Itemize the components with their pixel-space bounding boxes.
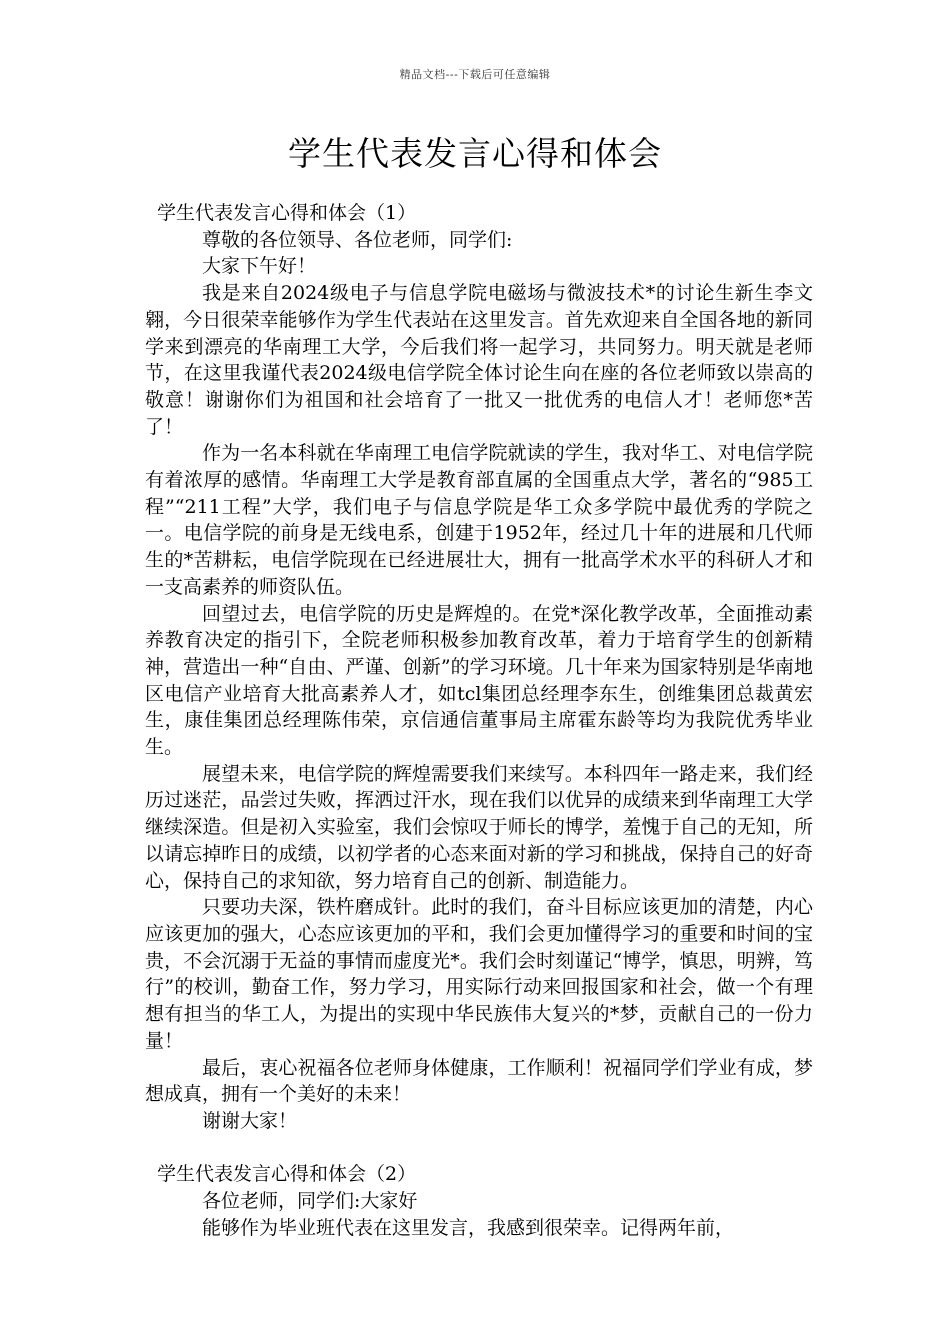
body-paragraph: 只要功夫深，铁杵磨成针。此时的我们，奋斗目标应该更加的清楚，内心应该更加的强大，心态应该更加的平和，我们会更加懂得学习的重要和时间的宝贵，不会沉溺于无益的事情而虚度光*。我们会时刻谨记“博学，慎思，明辨，笃行”的校训，勤奋工作，努力学习，用实际行动来回报国家和社会，做一个有理想有担当的华工人，为提出的实现中华民族伟大复兴的*梦，贡献自己的一份力量！ xyxy=(145,896,813,1052)
document-body xyxy=(145,200,813,1241)
section-heading-1: 学生代表发言心得和体会（1） xyxy=(157,202,417,224)
salutation-line: 大家下午好！ xyxy=(202,255,317,278)
greeting-line: 各位老师，同学们:大家好 xyxy=(202,1190,418,1212)
body-paragraph: 我是来自2024级电子与信息学院电磁场与微波技术*的讨论生新生李文翱，今日很荣幸能够作为学生代表站在这里发言。首先欢迎来自全国各地的新同学来到漂亮的华南理工大学，今后我们将一起学习，共同努力。明天就是老师节，在这里我谨代表2024级电信学院全体讨论生向在座的各位老师致以崇高的敬意！谢谢你们为祖国和社会培育了一批又一批优秀的电信人才！老师您*苦了！ xyxy=(145,282,813,438)
body-paragraph: 展望未来，电信学院的辉煌需要我们来续写。本科四年一路走来，我们经历过迷茫，品尝过失败，挥洒过汗水，现在我们以优异的成绩来到华南理工大学继续深造。但是初入实验室，我们会惊叹于师长的博学，羞愧于自己的无知，所以请忘掉昨日的成绩，以初学者的心态来面对新的学习和挑战，保持自己的好奇心，保持自己的求知欲，努力培育自己的创新、制造能力。 xyxy=(145,762,813,892)
document-title: 学生代表发言心得和体会 xyxy=(288,134,662,173)
section-divider-space xyxy=(145,1135,813,1162)
body-paragraph: 回望过去，电信学院的历史是辉煌的。在党*深化教学改革，全面推动素养教育决定的指引下，全院老师积极参加教育改革，着力于培育学生的创新精神，营造出一种“自由、严谨、创新”的学习环境。几十年来为国家特别是华南地区电信产业培育大批高素养人才，如tcl集团总经理李东生，创维集团总裁黄宏生，康佳集团总经理陈伟荣，京信通信董事局主席霍东龄等均为我院优秀毕业生。 xyxy=(145,602,813,759)
header-note: 精品文档---下载后可任意编辑 xyxy=(399,68,551,81)
body-paragraph: 能够作为毕业班代表在这里发言，我感到很荣幸。记得两年前， xyxy=(202,1216,735,1239)
section-heading-2: 学生代表发言心得和体会（2） xyxy=(157,1163,417,1186)
closing-line: 谢谢大家！ xyxy=(202,1109,298,1132)
greeting-line: 尊敬的各位领导、各位老师，同学们: xyxy=(202,228,513,251)
body-paragraph: 最后，衷心祝福各位老师身体健康，工作顺利！祝福同学们学业有成，梦想成真，拥有一个美好的未来！ xyxy=(145,1056,813,1106)
body-paragraph: 作为一名本科就在华南理工电信学院就读的学生，我对华工、对电信学院有着浓厚的感情。华南理工大学是教育部直属的全国重点大学，著名的“985工程”“211工程”大学，我们电子与信息学院是华工众多学院中最优秀的学院之一。电信学院的前身是无线电系，创建于1952年，经过几十年的进展和几代师生的*苦耕耘，电信学院现在已经进展壮大，拥有一批高学术水平的科研人才和一支高素养的师资队伍。 xyxy=(145,442,813,598)
